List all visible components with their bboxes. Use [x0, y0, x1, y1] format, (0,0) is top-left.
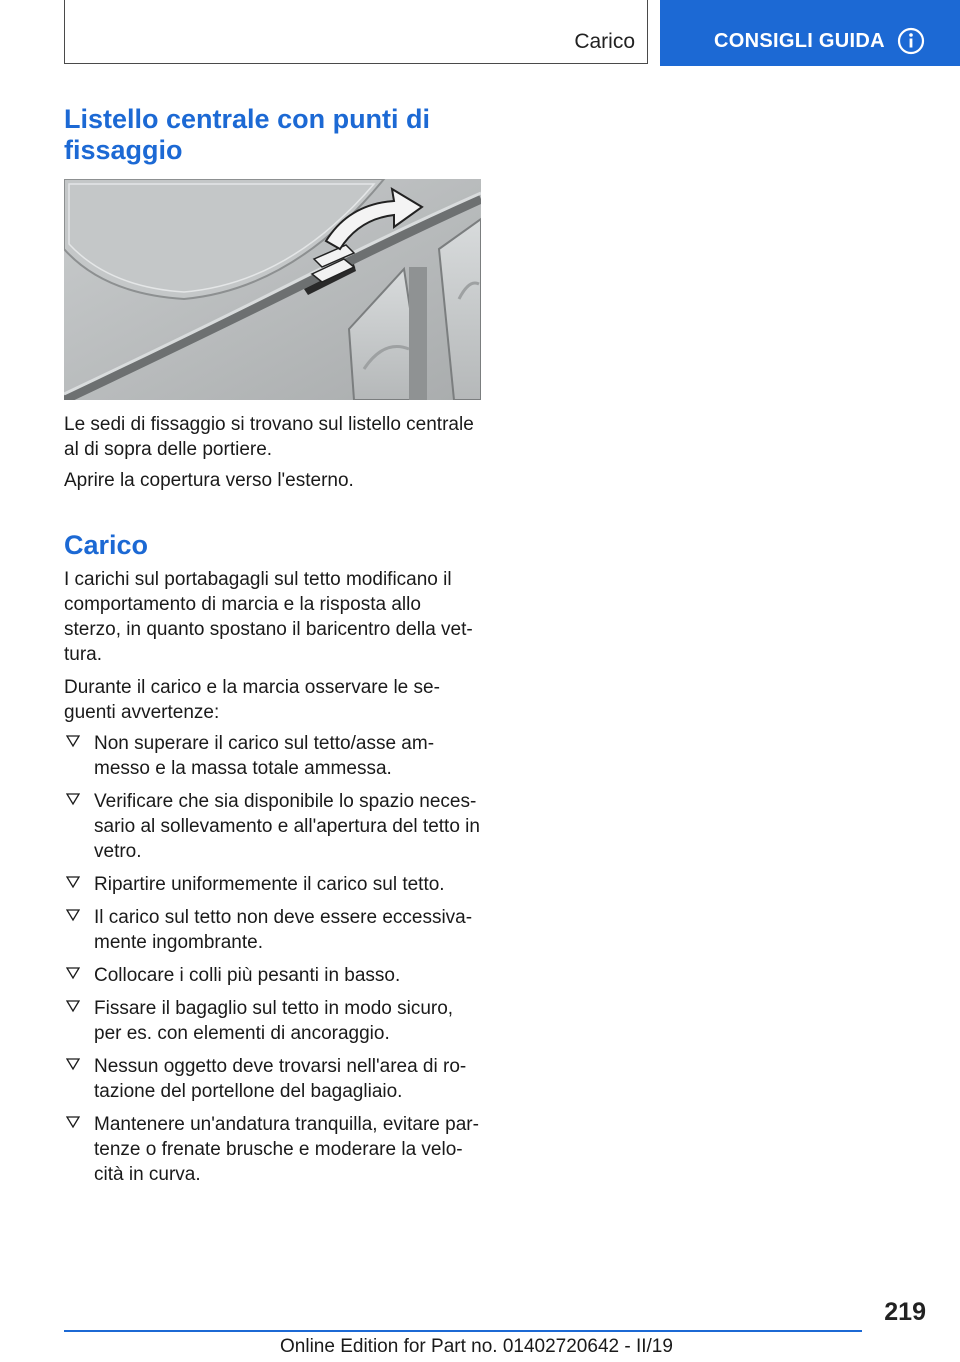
- triangle-bullet-icon: [66, 1115, 80, 1129]
- footer-edition: Online Edition for Part no. 01402720642 - II/19: [280, 1336, 673, 1357]
- list-item-text: Il carico sul tetto non deve essere eccessiva-mente ingombrante.: [94, 907, 473, 953]
- list-item: [64, 789, 484, 864]
- list-item: [64, 1112, 484, 1187]
- section-heading-carico: Carico: [64, 530, 149, 560]
- list-item: [64, 872, 484, 897]
- triangle-bullet-icon: [66, 966, 80, 980]
- triangle-bullet-icon: [66, 734, 80, 748]
- fastening-paragraph-1: Le sedi di fissaggio si trovano sul listello centrale al di sopra delle portiere.: [64, 414, 474, 460]
- footer-divider: [64, 1330, 862, 1332]
- triangle-bullet-icon: [66, 875, 80, 889]
- triangle-bullet-icon: [66, 792, 80, 806]
- section-heading-fastening: Listello centrale con punti di fissaggio: [64, 104, 431, 165]
- list-item: [64, 1054, 484, 1104]
- list-item-text: Non superare il carico sul tetto/asse am-messo e la massa totale ammessa.: [94, 733, 435, 779]
- carico-paragraph-1: I carichi sul portabagagli sul tetto modificano il comportamento di marcia e la risposta allo sterzo, in quanto spostano il baricentro della vet-tura.: [64, 569, 473, 665]
- list-item-text: Fissare il bagaglio sul tetto in modo sicuro, per es. con elementi di ancoraggio.: [94, 998, 454, 1044]
- header-section-box: [64, 0, 648, 64]
- page-number: 219: [884, 1298, 926, 1326]
- list-item-text: Verificare che sia disponibile lo spazio neces-sario al sollevamento e all'apertura del tetto in vetro.: [94, 791, 480, 862]
- list-item-text: Mantenere un'andatura tranquilla, evitare par-tenze o frenate brusche e moderare la velo-cità in curva.: [94, 1114, 479, 1185]
- list-item: [64, 963, 484, 988]
- info-circle-icon[interactable]: [896, 26, 926, 56]
- list-item-text: Collocare i colli più pesanti in basso.: [94, 965, 401, 986]
- section-title: Carico: [574, 30, 635, 53]
- list-item-text: Ripartire uniformemente il carico sul tetto.: [94, 874, 445, 895]
- triangle-bullet-icon: [66, 908, 80, 922]
- fastening-paragraph-2: Aprire la copertura verso l'esterno.: [64, 470, 354, 491]
- list-item-text: Nessun oggetto deve trovarsi nell'area di ro-tazione del portellone del bagagliaio.: [94, 1056, 467, 1102]
- chapter-tab-label: CONSIGLI GUIDA: [714, 30, 885, 52]
- list-item: [64, 731, 484, 781]
- warnings-list: [64, 731, 484, 1195]
- carico-paragraph-2: Durante il carico e la marcia osservare le se-guenti avvertenze:: [64, 677, 440, 723]
- triangle-bullet-icon: [66, 999, 80, 1013]
- list-item: [64, 996, 484, 1046]
- triangle-bullet-icon: [66, 1057, 80, 1071]
- roof-rail-illustration: [64, 179, 481, 400]
- list-item: [64, 905, 484, 955]
